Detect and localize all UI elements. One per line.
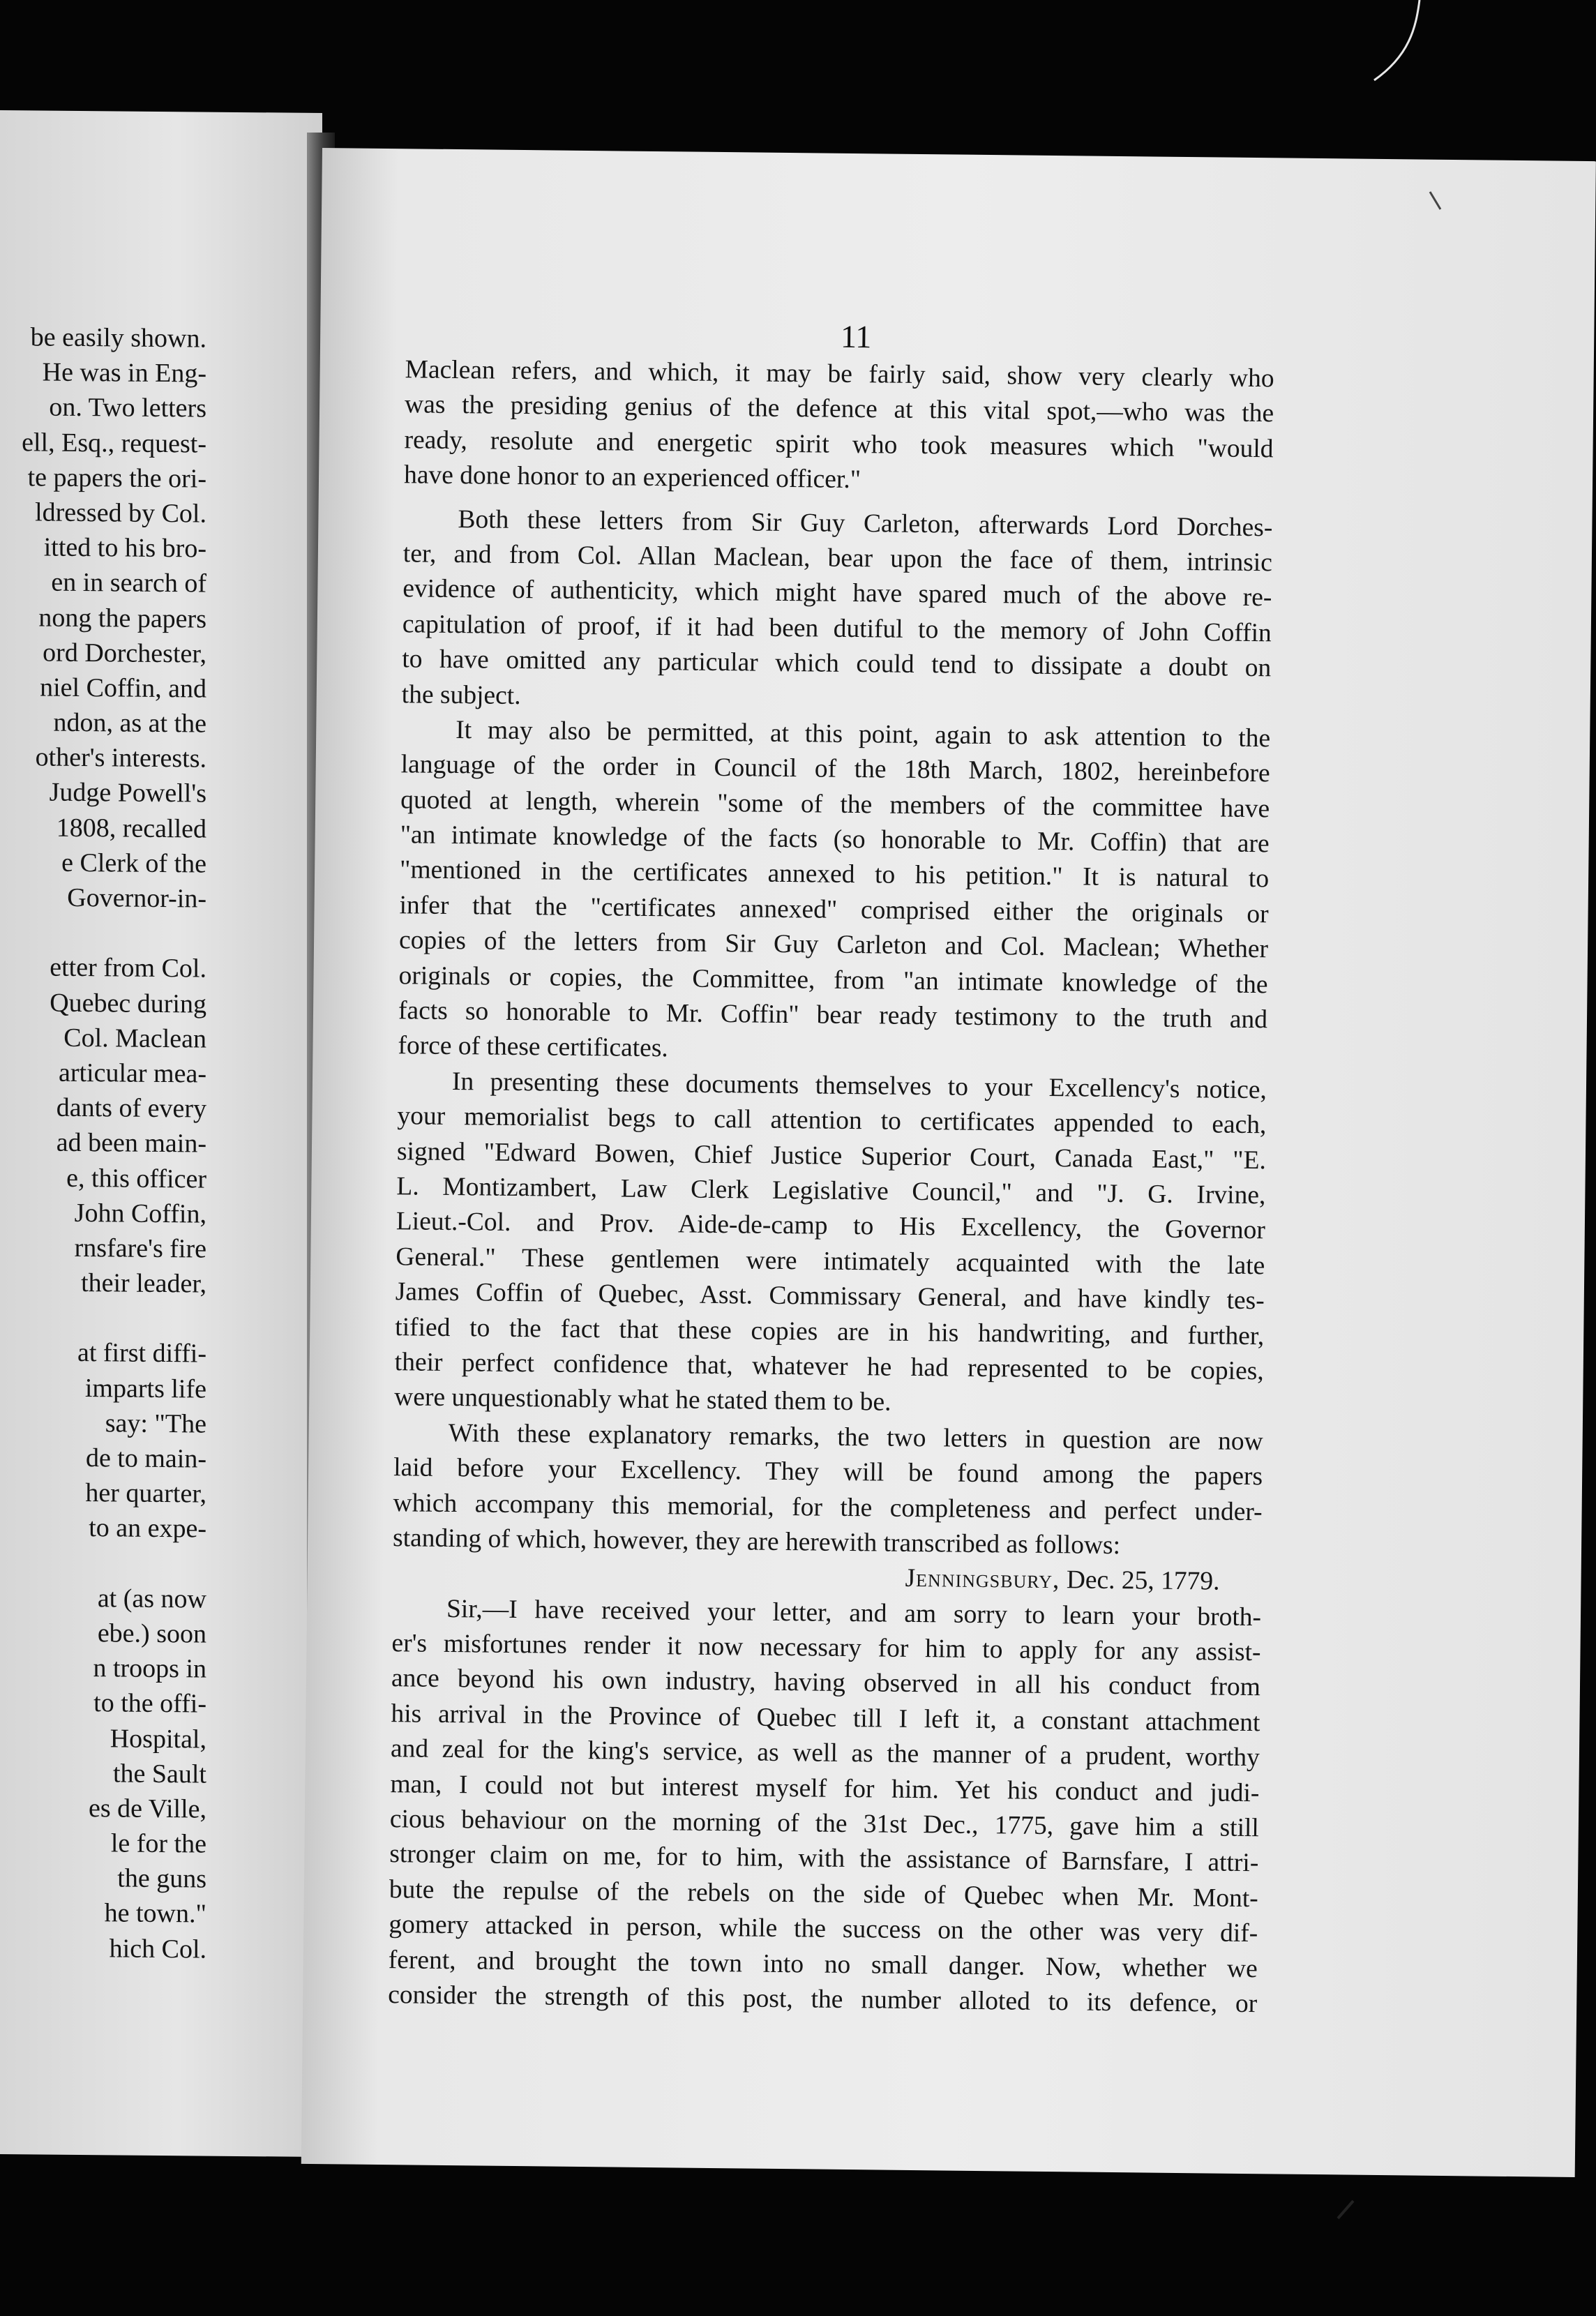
text-line: gomery attacked in person, while the success on the other was very dif- bbox=[389, 1910, 1258, 1948]
text-line: language of the order in Council of the 18th March, 1802, hereinbefore bbox=[400, 750, 1270, 788]
left-page-line: say: "The bbox=[105, 1408, 206, 1439]
text-line: cious behaviour on the morning of the 31st Dec., 1775, gave him a still bbox=[389, 1805, 1260, 1843]
text-line: It may also be permitted, at this point, again to ask attention to the bbox=[456, 715, 1271, 753]
text-line: James Coffin of Quebec, Asst. Commissary General, and have kindly tes- bbox=[395, 1277, 1265, 1316]
left-page-line: he town." bbox=[104, 1898, 206, 1930]
text-line: Sir,—I have received your letter, and am sorry to learn your broth- bbox=[446, 1594, 1262, 1632]
left-page-line: He was in Eng- bbox=[42, 357, 206, 389]
text-line: "an intimate knowledge of the facts (so honorable to Mr. Coffin) that are bbox=[400, 820, 1270, 859]
bottom-scratch-mark bbox=[1332, 2197, 1360, 2225]
left-page-line: ndon, as at the bbox=[53, 707, 206, 739]
left-page-line: at first diffi- bbox=[77, 1338, 206, 1369]
left-page-text bbox=[0, 319, 322, 1968]
text-line: infer that the "certificates annexed" comprised either the originals or bbox=[399, 891, 1269, 929]
left-page-line: the guns bbox=[117, 1863, 206, 1894]
text-line: In presenting these documents themselves to your Excellency's notice, bbox=[451, 1067, 1267, 1105]
left-page-line: their leader, bbox=[81, 1268, 206, 1299]
left-page-line: on. Two letters bbox=[49, 392, 206, 423]
left-page-line: ldressed by Col. bbox=[35, 497, 206, 529]
letter-date: Dec. 25, 1779. bbox=[1060, 1565, 1220, 1596]
text-line: and zeal for the king's service, as well as the manner of a prudent, worthy bbox=[390, 1734, 1260, 1773]
text-line: bute the repulse of the rebels on the side of Quebec when Mr. Mont- bbox=[389, 1874, 1259, 1913]
left-page-line: other's interests. bbox=[35, 742, 206, 774]
text-line: man, I could not but interest myself for him. Yet his conduct and judi- bbox=[390, 1769, 1260, 1807]
corner-scratch-mark bbox=[1360, 0, 1444, 91]
text-line: have done honor to an experienced officer." bbox=[403, 460, 861, 495]
text-line: originals or copies, the Committee, from "an intimate knowledge of the bbox=[398, 961, 1268, 999]
left-page-line: the Sault bbox=[112, 1759, 206, 1789]
text-line: their perfect confidence that, whatever he had represented to be copies, bbox=[394, 1348, 1264, 1386]
text-line: L. Montizambert, Law Clerk Legislative Council," and "J. G. Irvine, bbox=[396, 1172, 1266, 1210]
text-line: quoted at length, wherein "some of the members of the committee have bbox=[400, 785, 1270, 823]
text-line: standing of which, however, they are herewith transcribed as follows: bbox=[392, 1524, 1121, 1560]
left-page-line: ell, Esq., request- bbox=[22, 427, 206, 459]
left-page-line: Judge Powell's bbox=[49, 778, 206, 809]
text-line: evidence of authenticity, which might have spared much of the above re- bbox=[402, 574, 1272, 612]
left-page-line: dants of every bbox=[56, 1092, 206, 1124]
main-page bbox=[301, 148, 1596, 2177]
page-scratch-mark bbox=[1426, 188, 1447, 216]
left-page-line: nong the papers bbox=[38, 602, 206, 634]
text-line: to have omitted any particular which could tend to dissipate a doubt on bbox=[402, 645, 1272, 683]
text-line: ferent, and brought the town into no small danger. Now, whether we bbox=[388, 1945, 1258, 1983]
left-page-line: articular mea- bbox=[58, 1058, 206, 1089]
left-page-line bbox=[0, 915, 322, 952]
text-line: was the presiding genius of the defence at this vital spot,—who was the bbox=[404, 390, 1274, 428]
letter-place: Jenningsbury, bbox=[905, 1564, 1060, 1595]
text-line: "mentioned in the certificates annexed to his petition." It is natural to bbox=[399, 855, 1270, 894]
left-page-line bbox=[0, 1545, 322, 1583]
text-line: capitulation of proof, if it had been dutiful to the memory of John Coffin bbox=[402, 609, 1272, 648]
text-line: stronger claim on me, for to him, with the assistance of Barnsfare, I attri- bbox=[389, 1840, 1259, 1878]
left-page-line: 1808, recalled bbox=[56, 813, 206, 844]
left-page-line: te papers the ori- bbox=[27, 463, 206, 494]
text-line: ance beyond his own industry, having observed in all his conduct from bbox=[391, 1664, 1261, 1702]
page-number: 11 bbox=[840, 318, 872, 355]
text-line: ter, and from Col. Allan Maclean, bear upon the face of them, intrinsic bbox=[402, 539, 1273, 578]
left-page-line: Col. Maclean bbox=[63, 1023, 206, 1054]
left-page-line: de to main- bbox=[85, 1443, 206, 1474]
text-line: Both these letters from Sir Guy Carleton, afterwards Lord Dorches- bbox=[458, 504, 1273, 542]
left-page-line: itted to his bro- bbox=[43, 532, 206, 564]
left-page-line: e Clerk of the bbox=[61, 848, 206, 879]
left-page-line: her quarter, bbox=[85, 1478, 206, 1509]
left-page-line: rnsfare's fire bbox=[74, 1233, 206, 1264]
text-line: tified to the fact that these copies are in his handwriting, and further, bbox=[395, 1312, 1265, 1351]
left-page-line: John Coffin, bbox=[74, 1198, 206, 1229]
left-page-line: to an expe- bbox=[89, 1513, 206, 1544]
left-page-line: Governor-in- bbox=[67, 882, 206, 914]
text-line: were unquestionably what he stated them to be. bbox=[394, 1383, 891, 1417]
body-text bbox=[388, 352, 1274, 2022]
left-page-line: niel Coffin, and bbox=[40, 672, 206, 704]
left-page-line: imparts life bbox=[84, 1373, 206, 1404]
left-page-line: hich Col. bbox=[109, 1933, 206, 1964]
text-line: With these explanatory remarks, the two letters in question are now bbox=[448, 1418, 1263, 1456]
left-page-line: ord Dorchester, bbox=[43, 638, 206, 669]
left-page-line: le for the bbox=[110, 1828, 206, 1859]
text-line: your memorialist begs to call attention to certificates appended to each, bbox=[397, 1101, 1267, 1140]
left-page-line: to the offi- bbox=[93, 1688, 206, 1719]
left-page-line: etter from Col. bbox=[50, 952, 206, 984]
text-line: laid before your Excellency. They will be found among the papers bbox=[393, 1453, 1263, 1491]
text-line: er's misfortunes render it now necessary for him to apply for any assist- bbox=[391, 1629, 1261, 1667]
left-page-line: at (as now bbox=[97, 1583, 206, 1614]
text-line: signed "Edward Bowen, Chief Justice Superior Court, Canada East," "E. bbox=[396, 1136, 1267, 1175]
left-page-line: n troops in bbox=[93, 1653, 206, 1684]
left-page-line bbox=[0, 1300, 322, 1337]
left-page-line: en in search of bbox=[51, 567, 206, 599]
left-page-line: e, this officer bbox=[66, 1163, 206, 1194]
left-page-line: be easily shown. bbox=[30, 322, 206, 354]
left-page-line: ad been main- bbox=[56, 1128, 206, 1159]
text-line: force of these certificates. bbox=[398, 1031, 669, 1063]
text-line: consider the strength of this post, the number alloted to its defence, or bbox=[388, 1980, 1258, 2019]
text-line: which accompany this memorial, for the completeness and perfect under- bbox=[393, 1488, 1263, 1526]
text-line: the subject. bbox=[401, 679, 521, 710]
text-line: General." These gentlemen were intimately acquainted with the late bbox=[396, 1242, 1265, 1281]
left-page-line: es de Ville, bbox=[88, 1793, 206, 1824]
text-line: Lieut.-Col. and Prov. Aide-de-camp to His Excellency, the Governor bbox=[396, 1207, 1266, 1245]
left-page-line: Hospital, bbox=[110, 1723, 206, 1754]
left-page-line: ebe.) soon bbox=[97, 1618, 206, 1649]
text-line: facts so honorable to Mr. Coffin" bear ready testimony to the truth and bbox=[398, 996, 1268, 1035]
text-line: his arrival in the Province of Quebec till I left it, a constant attachment bbox=[391, 1699, 1260, 1738]
text-line: copies of the letters from Sir Guy Carleton and Col. Maclean; Whether bbox=[398, 926, 1269, 964]
text-line: Maclean refers, and which, it may be fairly said, show very clearly who bbox=[405, 355, 1274, 393]
left-page-fragment bbox=[0, 110, 322, 2157]
text-line: ready, resolute and energetic spirit who took measures which "would bbox=[404, 426, 1274, 464]
left-page-line: Quebec during bbox=[50, 988, 206, 1019]
